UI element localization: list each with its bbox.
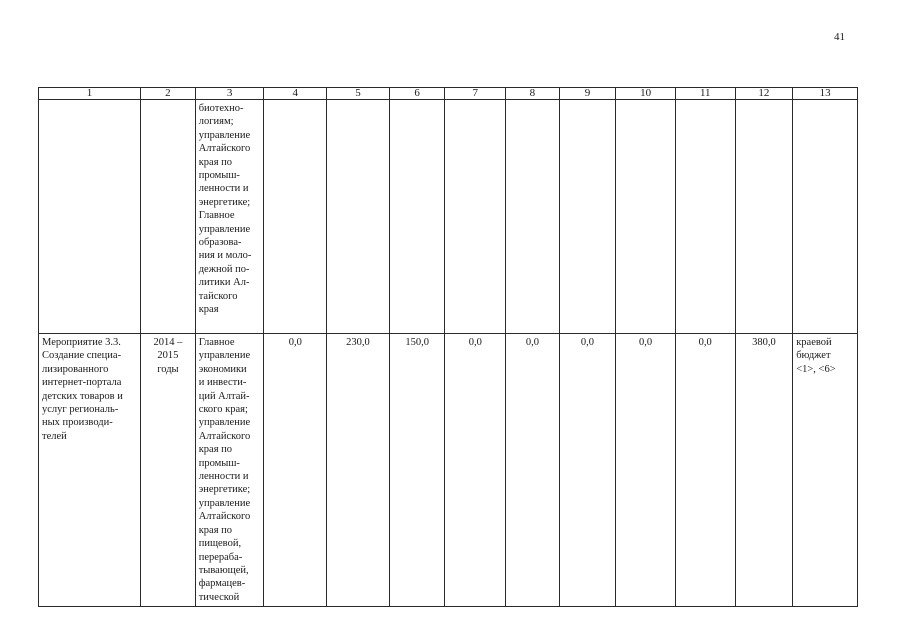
value-cell: 0,0 [264,334,327,607]
value-cell: 0,0 [559,334,616,607]
value-cell: 0,0 [506,334,560,607]
column-header: 4 [264,88,327,100]
table-row [39,100,858,334]
page-number: 41 [834,31,845,43]
column-header: 9 [559,88,616,100]
value-cell [675,100,735,334]
column-header: 8 [506,88,560,100]
period-cell [141,100,196,334]
period-cell: 2014 – 2015 годы [141,334,196,607]
value-cell: 0,0 [675,334,735,607]
column-header: 2 [141,88,196,100]
table-row [39,334,858,607]
event-cell: Мероприятие 3.3. Создание специа- лизированного интернет-портала детских товаров и услуг региональ- ных производи- телей [39,334,141,607]
value-cell: 150,0 [389,334,445,607]
executors-cell: биотехно- логиям; управление Алтайского края по промыш- ленности и энергетике; Главное управление образова- ния и моло- дежной по- литики Ал- тайского края [195,100,264,334]
column-header: 12 [735,88,793,100]
value-cell: 230,0 [327,334,390,607]
executors-cell: Главное управление экономики и инвести- ций Алтай- ского края; управление Алтайского края по промыш- ленности и энергетике; управление Алтайского края по пищевой, перераба- тывающей, фармацев- тической [195,334,264,607]
column-header: 5 [327,88,390,100]
value-cell [616,100,676,334]
funding-source-cell: краевой бюджет <1>, <6> [793,334,858,607]
value-cell [389,100,445,334]
column-header: 7 [445,88,506,100]
event-cell [39,100,141,334]
total-cell: 380,0 [735,334,793,607]
column-header: 10 [616,88,676,100]
value-cell: 0,0 [445,334,506,607]
value-cell [264,100,327,334]
column-header: 13 [793,88,858,100]
column-header: 6 [389,88,445,100]
table-header-row [39,88,858,100]
value-cell [506,100,560,334]
value-cell [559,100,616,334]
column-header: 3 [195,88,264,100]
value-cell: 0,0 [616,334,676,607]
column-header: 1 [39,88,141,100]
budget-table [38,87,858,607]
total-cell [735,100,793,334]
value-cell [327,100,390,334]
column-header: 11 [675,88,735,100]
value-cell [445,100,506,334]
funding-source-cell [793,100,858,334]
